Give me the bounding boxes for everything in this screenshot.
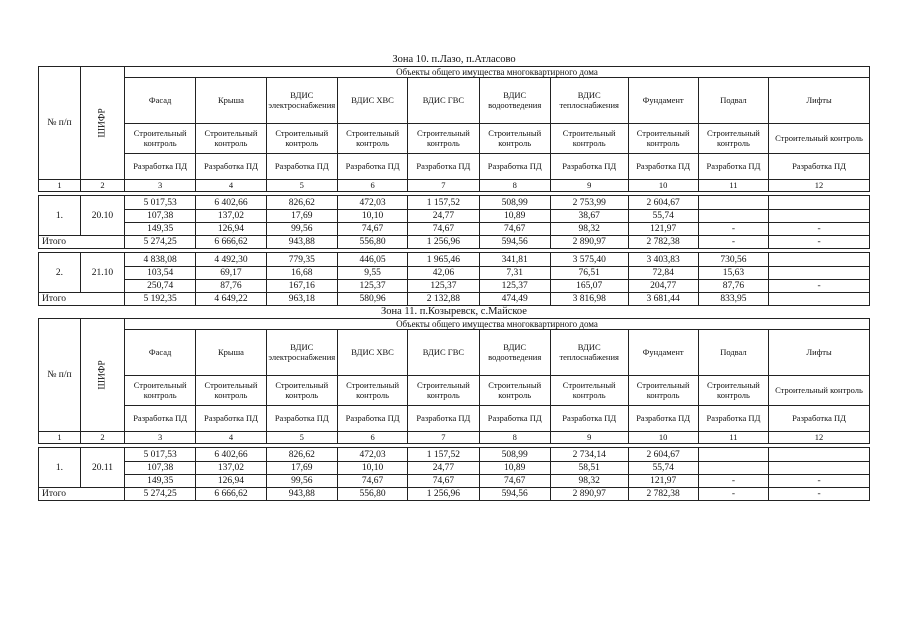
- pd-label: Разработка ПД: [337, 154, 407, 180]
- header-code-label: ШИФР: [97, 360, 108, 390]
- total-cell: 474,49: [479, 293, 550, 306]
- total-cell: 943,88: [266, 488, 337, 501]
- column-number: 12: [769, 432, 870, 444]
- data-cell: 24,77: [408, 462, 479, 475]
- total-label: Итого: [39, 236, 125, 249]
- data-cell: 107,38: [125, 462, 196, 475]
- total-cell: 580,96: [337, 293, 407, 306]
- data-cell: 204,77: [628, 280, 698, 293]
- column-number: 1: [39, 180, 81, 192]
- data-cell: 149,35: [125, 475, 196, 488]
- data-cell: 24,77: [408, 210, 479, 223]
- data-cell: 126,94: [196, 475, 266, 488]
- data-cell: 826,62: [266, 448, 337, 462]
- data-cell: 10,89: [479, 462, 550, 475]
- pd-label: Разработка ПД: [196, 154, 266, 180]
- header-row: [39, 67, 870, 78]
- column-name: Лифты: [769, 330, 870, 376]
- data-cell: 6 402,66: [196, 448, 266, 462]
- pd-label: Разработка ПД: [408, 154, 479, 180]
- column-name: Подвал: [698, 78, 768, 124]
- data-cell: 826,62: [266, 196, 337, 210]
- data-cell: 167,16: [266, 280, 337, 293]
- header-num: № п/п: [39, 319, 81, 432]
- control-label: Строительный контроль: [337, 124, 407, 154]
- data-cell: 7,31: [479, 267, 550, 280]
- data-cell: [769, 267, 870, 280]
- data-cell: 55,74: [628, 210, 698, 223]
- pd-label: Разработка ПД: [479, 406, 550, 432]
- data-cell: 87,76: [196, 280, 266, 293]
- pd-label: Разработка ПД: [479, 154, 550, 180]
- total-cell: -: [698, 236, 768, 249]
- control-label: Строительный контроль: [125, 376, 196, 406]
- data-cell: 121,97: [628, 223, 698, 236]
- data-cell: 74,67: [408, 475, 479, 488]
- data-cell: 3 403,83: [628, 253, 698, 267]
- data-cell: 341,81: [479, 253, 550, 267]
- data-cell: 730,56: [698, 253, 768, 267]
- objects-header: Объекты общего имущества многоквартирного дома: [125, 67, 870, 78]
- total-cell: 5 274,25: [125, 236, 196, 249]
- data-cell: [698, 448, 768, 462]
- row-number: 2.: [39, 253, 81, 293]
- data-cell: [698, 196, 768, 210]
- column-name: Крыша: [196, 330, 266, 376]
- column-number: 6: [337, 432, 407, 444]
- zone-title-row: [39, 306, 870, 319]
- control-label: Строительный контроль: [408, 376, 479, 406]
- pd-label: Разработка ПД: [266, 154, 337, 180]
- data-cell: [769, 462, 870, 475]
- data-cell: 1 157,52: [408, 448, 479, 462]
- data-row: [39, 475, 870, 488]
- data-cell: 74,67: [408, 223, 479, 236]
- pd-label: Разработка ПД: [266, 406, 337, 432]
- control-label: Строительный контроль: [408, 124, 479, 154]
- control-label: Строительный контроль: [698, 376, 768, 406]
- total-row: [39, 488, 870, 501]
- total-cell: 6 666,62: [196, 488, 266, 501]
- total-cell: 2 782,38: [628, 488, 698, 501]
- data-cell: 74,67: [337, 475, 407, 488]
- data-cell: -: [698, 475, 768, 488]
- pd-label: Разработка ПД: [698, 406, 768, 432]
- data-cell: 137,02: [196, 210, 266, 223]
- total-cell: 2 890,97: [550, 488, 628, 501]
- column-name: ВДИС ГВС: [408, 330, 479, 376]
- data-cell: 3 575,40: [550, 253, 628, 267]
- column-number: 7: [408, 432, 479, 444]
- pd-label: Разработка ПД: [769, 154, 870, 180]
- total-cell: 3 816,98: [550, 293, 628, 306]
- column-number: 9: [550, 432, 628, 444]
- data-cell: 2 753,99: [550, 196, 628, 210]
- column-number: 3: [125, 180, 196, 192]
- column-number: 10: [628, 432, 698, 444]
- row-code: 21.10: [80, 253, 124, 293]
- column-name: Лифты: [769, 78, 870, 124]
- data-row: [39, 253, 870, 267]
- data-cell: -: [769, 280, 870, 293]
- column-number: 11: [698, 432, 768, 444]
- data-cell: 72,84: [628, 267, 698, 280]
- data-cell: 103,54: [125, 267, 196, 280]
- total-cell: 594,56: [479, 488, 550, 501]
- data-cell: 98,32: [550, 475, 628, 488]
- total-cell: 5 192,35: [125, 293, 196, 306]
- zone-title-row: [39, 54, 870, 67]
- control-label: Строительный контроль: [769, 124, 870, 154]
- column-numbers-row: [39, 432, 870, 444]
- column-name: Фасад: [125, 330, 196, 376]
- data-cell: 98,32: [550, 223, 628, 236]
- pd-label: Разработка ПД: [550, 406, 628, 432]
- column-number: 5: [266, 432, 337, 444]
- data-cell: -: [769, 475, 870, 488]
- data-cell: 1 965,46: [408, 253, 479, 267]
- data-cell: 69,17: [196, 267, 266, 280]
- pd-row: [39, 154, 870, 180]
- total-row: [39, 293, 870, 306]
- header-row: [39, 319, 870, 330]
- column-name: ВДИС ХВС: [337, 330, 407, 376]
- data-cell: 472,03: [337, 448, 407, 462]
- total-cell: 2 890,97: [550, 236, 628, 249]
- total-cell: 943,88: [266, 236, 337, 249]
- data-cell: 121,97: [628, 475, 698, 488]
- zone-title: Зона 10. п.Лазо, п.Атласово: [39, 54, 870, 67]
- data-cell: [769, 448, 870, 462]
- column-number: 9: [550, 180, 628, 192]
- control-label: Строительный контроль: [550, 376, 628, 406]
- data-row: [39, 462, 870, 475]
- column-numbers-row: [39, 180, 870, 192]
- pd-row: [39, 406, 870, 432]
- total-cell: 833,95: [698, 293, 768, 306]
- total-cell: 963,18: [266, 293, 337, 306]
- data-cell: 137,02: [196, 462, 266, 475]
- total-cell: 1 256,96: [408, 236, 479, 249]
- pd-label: Разработка ПД: [408, 406, 479, 432]
- column-number: 4: [196, 180, 266, 192]
- data-cell: 10,89: [479, 210, 550, 223]
- control-label: Строительный контроль: [628, 124, 698, 154]
- control-label: Строительный контроль: [337, 376, 407, 406]
- control-row: [39, 124, 870, 154]
- zone-title: Зона 11. п.Козыревск, с.Майское: [39, 306, 870, 319]
- data-cell: 779,35: [266, 253, 337, 267]
- data-cell: 9,55: [337, 267, 407, 280]
- data-cell: 74,67: [479, 223, 550, 236]
- total-row: [39, 236, 870, 249]
- data-cell: 38,67: [550, 210, 628, 223]
- data-cell: 125,37: [337, 280, 407, 293]
- data-row: [39, 280, 870, 293]
- data-cell: 2 604,67: [628, 448, 698, 462]
- data-cell: 107,38: [125, 210, 196, 223]
- column-name: ВДИС электроснабжения: [266, 330, 337, 376]
- document-page: [38, 54, 870, 501]
- data-cell: 5 017,53: [125, 448, 196, 462]
- column-name: Фундамент: [628, 330, 698, 376]
- control-label: Строительный контроль: [628, 376, 698, 406]
- column-number: 8: [479, 180, 550, 192]
- control-label: Строительный контроль: [550, 124, 628, 154]
- data-row: [39, 267, 870, 280]
- column-number: 6: [337, 180, 407, 192]
- data-cell: -: [769, 223, 870, 236]
- data-cell: 10,10: [337, 462, 407, 475]
- pd-label: Разработка ПД: [550, 154, 628, 180]
- control-label: Строительный контроль: [769, 376, 870, 406]
- column-name: Подвал: [698, 330, 768, 376]
- column-name: ВДИС электроснабжения: [266, 78, 337, 124]
- control-label: Строительный контроль: [479, 376, 550, 406]
- control-label: Строительный контроль: [479, 124, 550, 154]
- total-cell: -: [769, 488, 870, 501]
- total-cell: 556,80: [337, 236, 407, 249]
- data-cell: 99,56: [266, 223, 337, 236]
- column-number: 8: [479, 432, 550, 444]
- data-row: [39, 448, 870, 462]
- column-name: ВДИС ГВС: [408, 78, 479, 124]
- column-names-row: [39, 78, 870, 124]
- data-cell: 2 604,67: [628, 196, 698, 210]
- data-cell: 5 017,53: [125, 196, 196, 210]
- column-number: 11: [698, 180, 768, 192]
- data-cell: 125,37: [479, 280, 550, 293]
- data-cell: 87,76: [698, 280, 768, 293]
- data-cell: 55,74: [628, 462, 698, 475]
- column-name: ВДИС водоотведения: [479, 330, 550, 376]
- column-name: Крыша: [196, 78, 266, 124]
- data-row: [39, 223, 870, 236]
- total-cell: 4 649,22: [196, 293, 266, 306]
- data-cell: 76,51: [550, 267, 628, 280]
- data-cell: [769, 253, 870, 267]
- row-number: 1.: [39, 196, 81, 236]
- total-cell: -: [698, 488, 768, 501]
- control-label: Строительный контроль: [196, 376, 266, 406]
- pd-label: Разработка ПД: [337, 406, 407, 432]
- total-label: Итого: [39, 293, 125, 306]
- total-cell: 2 132,88: [408, 293, 479, 306]
- total-cell: 2 782,38: [628, 236, 698, 249]
- total-cell: 3 681,44: [628, 293, 698, 306]
- total-cell: 594,56: [479, 236, 550, 249]
- column-number: 3: [125, 432, 196, 444]
- total-cell: 1 256,96: [408, 488, 479, 501]
- data-cell: 16,68: [266, 267, 337, 280]
- total-cell: -: [769, 236, 870, 249]
- data-row: [39, 210, 870, 223]
- data-cell: 2 734,14: [550, 448, 628, 462]
- data-cell: 99,56: [266, 475, 337, 488]
- column-names-row: [39, 330, 870, 376]
- data-cell: 58,51: [550, 462, 628, 475]
- column-number: 1: [39, 432, 81, 444]
- column-number: 2: [80, 180, 124, 192]
- data-cell: 126,94: [196, 223, 266, 236]
- data-cell: [698, 462, 768, 475]
- data-cell: 6 402,66: [196, 196, 266, 210]
- data-cell: 1 157,52: [408, 196, 479, 210]
- column-number: 2: [80, 432, 124, 444]
- control-label: Строительный контроль: [196, 124, 266, 154]
- column-name: ВДИС теплоснабжения: [550, 78, 628, 124]
- data-cell: 508,99: [479, 196, 550, 210]
- column-number: 4: [196, 432, 266, 444]
- control-label: Строительный контроль: [266, 376, 337, 406]
- data-cell: 42,06: [408, 267, 479, 280]
- control-label: Строительный контроль: [266, 124, 337, 154]
- pd-label: Разработка ПД: [196, 406, 266, 432]
- total-cell: 5 274,25: [125, 488, 196, 501]
- data-cell: 165,07: [550, 280, 628, 293]
- column-number: 12: [769, 180, 870, 192]
- data-row: [39, 196, 870, 210]
- header-code: [80, 67, 124, 180]
- pd-label: Разработка ПД: [628, 154, 698, 180]
- header-code-label: ШИФР: [97, 108, 108, 138]
- column-name: Фасад: [125, 78, 196, 124]
- data-cell: [769, 210, 870, 223]
- data-cell: 74,67: [337, 223, 407, 236]
- pd-label: Разработка ПД: [769, 406, 870, 432]
- total-cell: 556,80: [337, 488, 407, 501]
- control-label: Строительный контроль: [125, 124, 196, 154]
- pd-label: Разработка ПД: [698, 154, 768, 180]
- data-cell: 149,35: [125, 223, 196, 236]
- total-cell: 6 666,62: [196, 236, 266, 249]
- data-cell: 17,69: [266, 462, 337, 475]
- data-cell: 10,10: [337, 210, 407, 223]
- pd-label: Разработка ПД: [125, 154, 196, 180]
- column-name: Фундамент: [628, 78, 698, 124]
- pd-label: Разработка ПД: [125, 406, 196, 432]
- total-cell: [769, 293, 870, 306]
- column-number: 10: [628, 180, 698, 192]
- data-cell: 250,74: [125, 280, 196, 293]
- data-cell: [769, 196, 870, 210]
- data-cell: 125,37: [408, 280, 479, 293]
- column-number: 5: [266, 180, 337, 192]
- header-code: [80, 319, 124, 432]
- control-label: Строительный контроль: [698, 124, 768, 154]
- data-cell: 15,63: [698, 267, 768, 280]
- data-cell: 17,69: [266, 210, 337, 223]
- column-number: 7: [408, 180, 479, 192]
- column-name: ВДИС ХВС: [337, 78, 407, 124]
- column-name: ВДИС теплоснабжения: [550, 330, 628, 376]
- row-code: 20.11: [80, 448, 124, 488]
- total-label: Итого: [39, 488, 125, 501]
- data-cell: 472,03: [337, 196, 407, 210]
- data-cell: 4 492,30: [196, 253, 266, 267]
- objects-header: Объекты общего имущества многоквартирного дома: [125, 319, 870, 330]
- data-cell: 74,67: [479, 475, 550, 488]
- data-cell: [698, 210, 768, 223]
- data-cell: 4 838,08: [125, 253, 196, 267]
- control-row: [39, 376, 870, 406]
- header-num: № п/п: [39, 67, 81, 180]
- data-cell: -: [698, 223, 768, 236]
- row-number: 1.: [39, 448, 81, 488]
- column-name: ВДИС водоотведения: [479, 78, 550, 124]
- pd-label: Разработка ПД: [628, 406, 698, 432]
- budget-table: [38, 54, 870, 501]
- data-cell: 508,99: [479, 448, 550, 462]
- data-cell: 446,05: [337, 253, 407, 267]
- row-code: 20.10: [80, 196, 124, 236]
